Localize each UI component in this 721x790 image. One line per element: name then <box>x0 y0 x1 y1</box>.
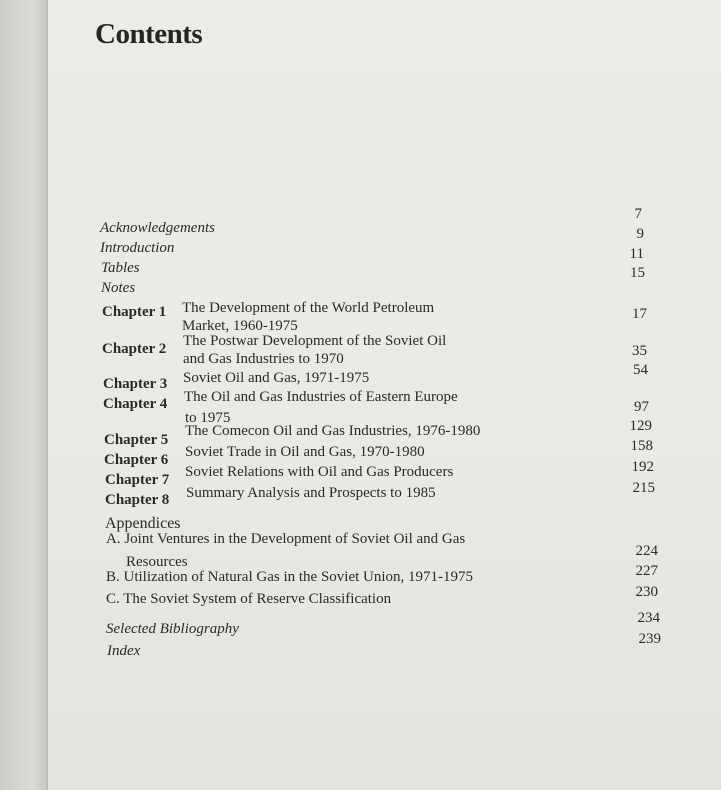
appendix-entry-continued: Resources <box>126 554 188 570</box>
appendix-entry: C. The Soviet System of Reserve Classification <box>106 591 392 607</box>
chapter-title: The Oil and Gas Industries of Eastern Europe <box>184 389 458 405</box>
book-spine-gutter <box>0 0 46 790</box>
page-number: 230 <box>635 584 658 600</box>
chapter-title: The Comecon Oil and Gas Industries, 1976-1980 <box>185 423 481 439</box>
page-number: 54 <box>633 362 648 378</box>
page-number: 97 <box>634 399 649 415</box>
page-number: 158 <box>630 438 653 454</box>
page-number: 17 <box>632 306 647 322</box>
appendices-heading: Appendices <box>105 515 181 532</box>
page-number: 35 <box>632 343 647 359</box>
toc-entry-notes: Notes <box>101 280 136 296</box>
page-number: 227 <box>635 563 658 579</box>
toc-entry-index: Index <box>107 643 141 659</box>
page-number: 192 <box>631 459 654 475</box>
toc-entry-bibliography: Selected Bibliography <box>106 621 239 637</box>
chapter-title: The Development of the World Petroleum <box>182 300 435 316</box>
chapter-title-continued: Market, 1960-1975 <box>182 318 298 334</box>
chapter-label: Chapter 4 <box>103 396 168 412</box>
chapter-title: Soviet Relations with Oil and Gas Producers <box>185 464 454 480</box>
appendix-entry: A. Joint Ventures in the Development of Soviet Oil and Gas <box>106 531 466 547</box>
chapter-label: Chapter 7 <box>105 472 170 488</box>
chapter-label: Chapter 1 <box>102 304 167 320</box>
page-number: 234 <box>637 610 660 626</box>
page-title: Contents <box>95 18 203 50</box>
chapter-title: Soviet Trade in Oil and Gas, 1970-1980 <box>185 444 425 460</box>
page-number: 7 <box>634 206 642 222</box>
appendix-entry: B. Utilization of Natural Gas in the Soviet Union, 1971-1975 <box>106 569 474 585</box>
page-number: 11 <box>629 246 644 262</box>
chapter-title: Soviet Oil and Gas, 1971-1975 <box>183 370 370 386</box>
chapter-label: Chapter 8 <box>105 492 170 508</box>
page-number: 215 <box>632 480 655 496</box>
toc-entry-tables: Tables <box>101 260 140 276</box>
chapter-label: Chapter 3 <box>103 376 168 392</box>
chapter-title-continued: and Gas Industries to 1970 <box>183 351 344 367</box>
page-number: 129 <box>629 418 652 434</box>
page-number: 224 <box>635 543 658 559</box>
page-number: 239 <box>638 631 661 647</box>
chapter-label: Chapter 6 <box>104 452 169 468</box>
chapter-title: Summary Analysis and Prospects to 1985 <box>186 485 436 501</box>
toc-entry-introduction: Introduction <box>100 240 175 256</box>
chapter-title: The Postwar Development of the Soviet Oil <box>183 333 447 349</box>
chapter-label: Chapter 2 <box>102 341 167 357</box>
chapter-title-continued: to 1975 <box>185 410 231 426</box>
chapter-label: Chapter 5 <box>104 432 169 448</box>
page-number: 15 <box>630 265 645 281</box>
page-number: 9 <box>636 226 644 242</box>
toc-entry-acknowledgements: Acknowledgements <box>100 220 215 236</box>
